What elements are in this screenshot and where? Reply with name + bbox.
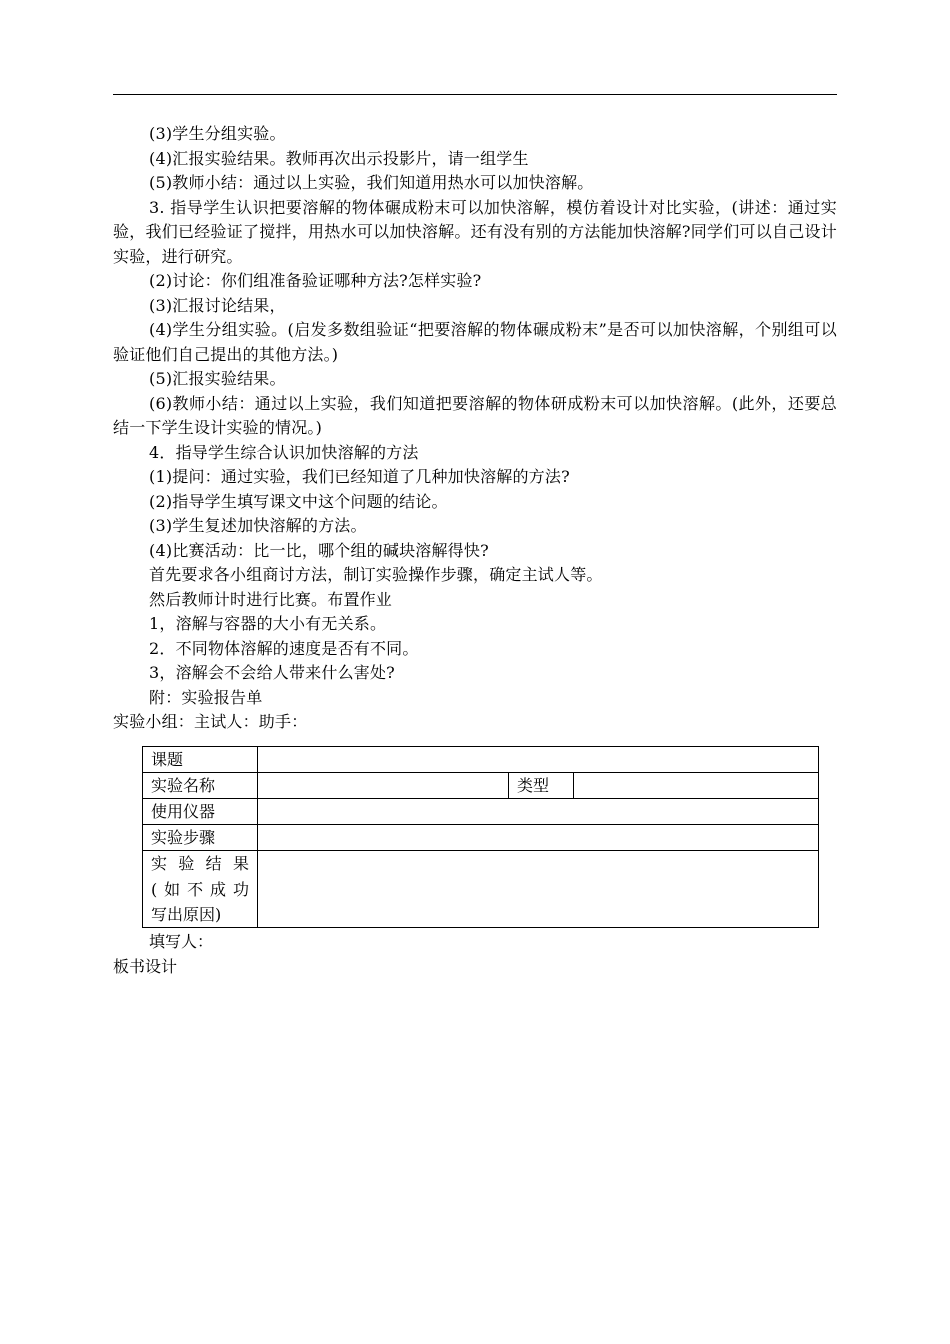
paragraph: 3. 指导学生认识把要溶解的物体碾成粉末可以加快溶解，模仿着设计对比实验，(讲述：通过实验，我们已经验证了搅拌，用热水可以加快溶解。还有没有别的方法能加快溶解?同学们可以自己设计实验，进行研究。	[113, 197, 837, 266]
table-row	[143, 747, 819, 773]
result-label-line: 写出原因)	[151, 905, 222, 924]
paragraph: (2)讨论：你们组准备验证哪种方法?怎样实验?	[149, 271, 482, 290]
lesson-body	[113, 122, 837, 735]
topic-label: 课题	[143, 747, 258, 773]
board-design-heading: 板书设计	[113, 957, 178, 976]
after-table-text	[113, 929, 837, 979]
table-row	[143, 773, 819, 799]
table-row	[143, 825, 819, 851]
header-rule	[113, 94, 837, 95]
result-label-line: 实验结果	[151, 854, 249, 873]
paragraph: (6)教师小结：通过以上实验，我们知道把要溶解的物体研成粉末可以加快溶解。(此外，还要总结一下学生设计实验的情况。)	[113, 393, 837, 437]
filler-label: 填写人：	[149, 932, 214, 951]
paragraph: (4)汇报实验结果。教师再次出示投影片，请一组学生	[149, 148, 529, 168]
result-field[interactable]	[258, 851, 819, 928]
paragraph: (2)指导学生填写课文中这个问题的结论。	[149, 491, 448, 511]
paragraph: 2．不同物体溶解的速度是否有不同。	[149, 638, 419, 658]
paragraph: (1)提问：通过实验，我们已经知道了几种加快溶解的方法?	[149, 467, 570, 486]
table-row	[143, 799, 819, 825]
paragraph: 4．指导学生综合认识加快溶解的方法	[149, 442, 419, 462]
paragraph: (4)比赛活动：比一比，哪个组的碱块溶解得快?	[149, 540, 489, 560]
experiment-name-label: 实验名称	[143, 773, 258, 799]
result-label-line: (如不成功	[151, 880, 249, 899]
paragraph: (5)教师小结：通过以上实验，我们知道用热水可以加快溶解。	[149, 173, 594, 192]
paragraph: 1，溶解与容器的大小有无关系。	[149, 614, 387, 633]
instrument-field[interactable]	[258, 799, 819, 825]
result-label-cell	[143, 851, 258, 928]
paragraph: 然后教师计时进行比赛。布置作业	[149, 589, 393, 609]
paragraph: (4)学生分组实验。(启发多数组验证“把要溶解的物体碾成粉末”是否可以加快溶解，个别组可以验证他们自己提出的其他方法。)	[113, 320, 837, 364]
paragraph: (3)学生复述加快溶解的方法。	[149, 516, 367, 535]
instrument-label: 使用仪器	[143, 799, 258, 825]
type-field[interactable]	[574, 773, 819, 799]
steps-label: 实验步骤	[143, 825, 258, 851]
group-line: 实验小组：主试人：助手：	[113, 712, 308, 731]
type-label: 类型	[509, 773, 574, 799]
paragraph: 附：实验报告单	[149, 687, 263, 707]
experiment-report-table	[142, 746, 819, 928]
paragraph: (3)汇报讨论结果，	[149, 295, 286, 315]
steps-field[interactable]	[258, 825, 819, 851]
paragraph: 3，溶解会不会给人带来什么害处?	[149, 663, 395, 682]
table-row	[143, 851, 819, 928]
paragraph: 首先要求各小组商讨方法，制订实验操作步骤，确定主试人等。	[149, 565, 603, 584]
paragraph: (3)学生分组实验。	[149, 124, 286, 143]
topic-field[interactable]	[258, 747, 819, 773]
experiment-name-field[interactable]	[258, 773, 509, 799]
paragraph: (5)汇报实验结果。	[149, 369, 286, 388]
